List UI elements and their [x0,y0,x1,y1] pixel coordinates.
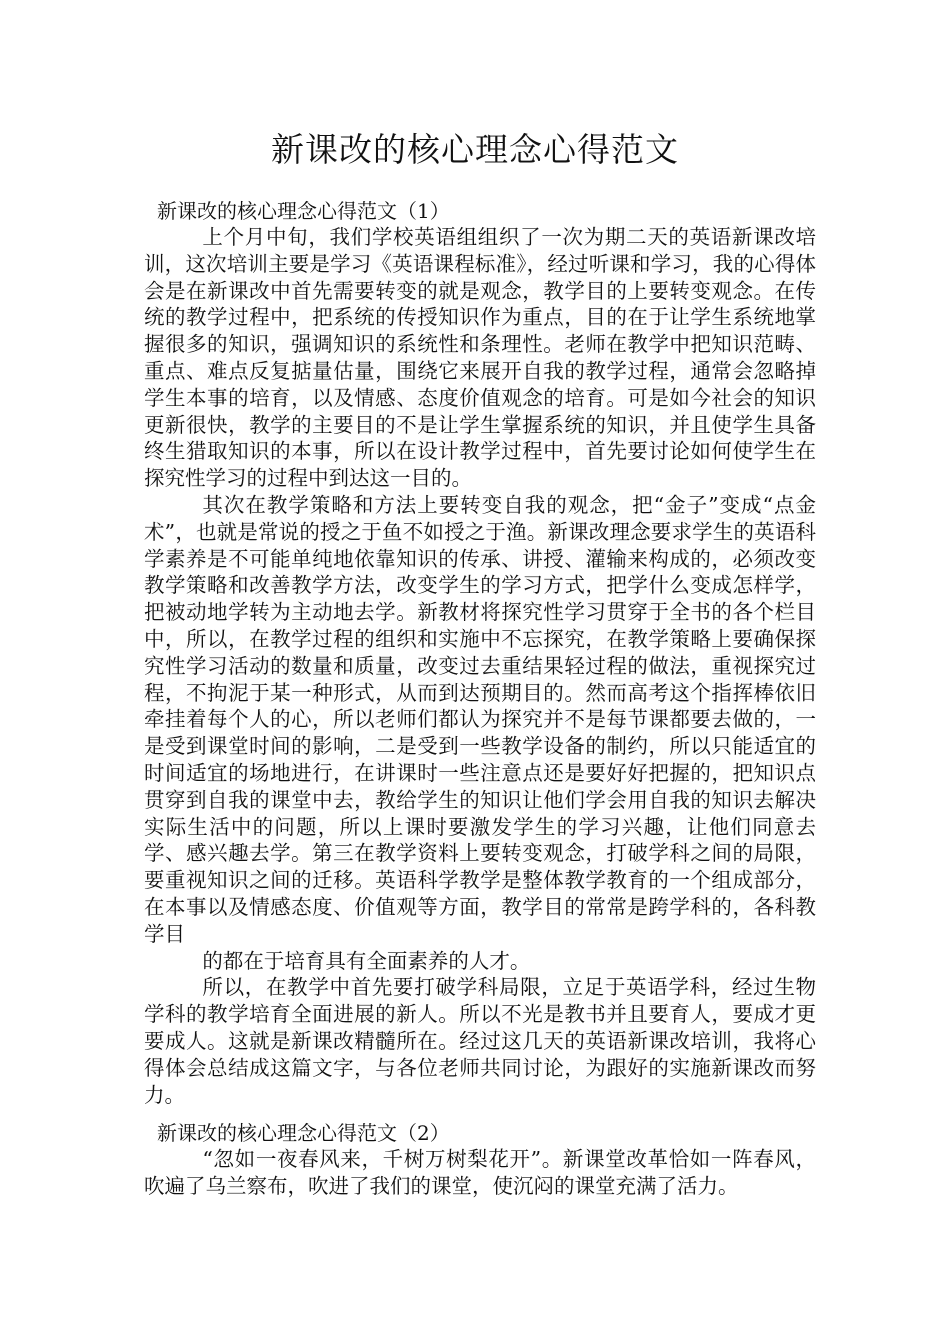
section-1-heading: 新课改的核心理念心得范文（1） [157,199,450,223]
section-2-body [144,1146,816,1200]
paragraph: 的都在于培育具有全面素养的人才。 [202,948,531,973]
section-2-heading: 新课改的核心理念心得范文（2） [157,1121,450,1145]
paragraph: 上个月中旬，我们学校英语组组织了一次为期二天的英语新课改培训，这次培训主要是学习《英语课程标准》，经过听课和学习，我的心得体会是在新课改中首先需要转变的就是观念，教学目的上要转变观念。在传统的教学过程中，把系统的传授知识作为重点，目的在于让学生系统地掌握很多的知识，强调知识的系统性和条理性。老师在教学中把知识范畴、重点、难点反复掂量估量，围绕它来展开自我的教学过程，通常会忽略掉学生本事的培育，以及情感、态度价值观念的培育。可是如今社会的知识更新很快，教学的主要目的不是让学生掌握系统的知识，并且使学生具备终生猎取知识的本事，所以在设计教学过程中，首先要讨论如何使学生在探究性学习的过程中到达这一目的。 [144,225,816,491]
paragraph: 所以，在教学中首先要打破学科局限，立足于英语学科，经过生物学科的教学培育全面进展的新人。所以不光是教书并且要育人，要成才更要成人。这就是新课改精髓所在。经过这几天的英语新课改培训，我将心得体会总结成这篇文字，与各位老师共同讨论，为跟好的实施新课改而努力。 [144,975,816,1107]
paragraph: 其次在教学策略和方法上要转变自我的观念，把“金子”变成“点金术”，也就是常说的授之于鱼不如授之于渔。新课改理念要求学生的英语科学素养是不可能单纯地依靠知识的传承、讲授、灌输来构成的，必须改变教学策略和改善教学方法，改变学生的学习方式，把学什么变成怎样学，把被动地学转为主动地去学。新教材将探究性学习贯穿于全书的各个栏目中，所以，在教学过程的组织和实施中不忘探究，在教学策略上要确保探究性学习活动的数量和质量，改变过去重结果轻过程的做法，重视探究过程，不拘泥于某一种形式，从而到达预期目的。然而高考这个指挥棒依旧牵挂着每个人的心，所以老师们都认为探究并不是每节课都要去做的，一是受到课堂时间的影响，二是受到一些教学设备的制约，所以只能适宜的时间适宜的场地进行，在讲课时一些注意点还是要好好把握的，把知识点贯穿到自我的课堂中去，教给学生的知识让他们学会用自我的知识去解决实际生活中的问题，所以上课时要激发学生的学习兴趣，让他们同意去学、感兴趣去学。第三在教学资料上要转变观念，打破学科之间的局限，要重视知识之间的迁移。英语科学教学是整体教学教育的一个组成部分，在本事以及情感态度、价值观等方面，教学目的常常是跨学科的，各科教学目 [144,492,816,946]
section-1-body [144,224,816,1108]
paragraph: “忽如一夜春风来，千树万树梨花开”。新课堂改革恰如一阵春风，吹遍了乌兰察布，吹进了我们的课堂，使沉闷的课堂充满了活力。 [144,1147,816,1198]
document-title: 新课改的核心理念心得范文 [271,130,679,169]
